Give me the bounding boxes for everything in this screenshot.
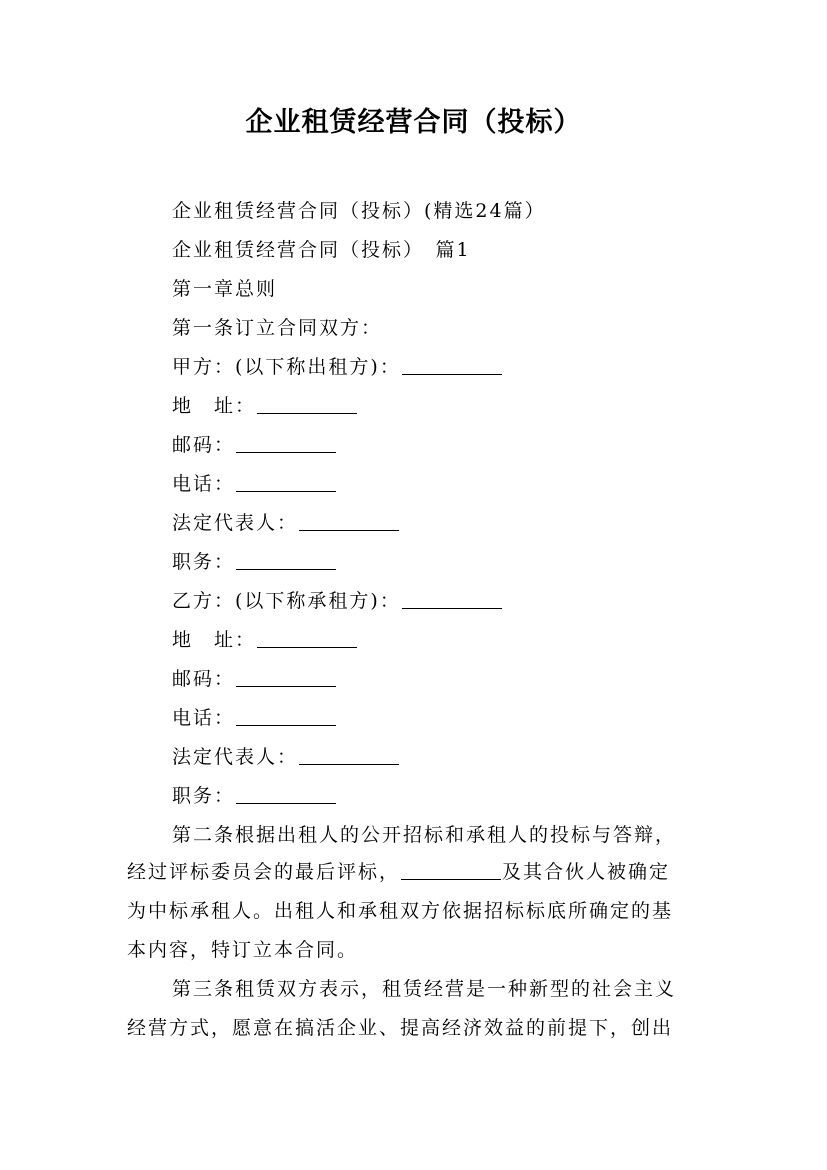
article-2-line-3: 为中标承租人。出租人和承租双方依据招标标底所确定的基: [127, 900, 674, 922]
party-b-postcode-blank: [236, 668, 336, 687]
party-a-rep-blank: [299, 512, 399, 531]
party-b-phone-label: 电话：: [172, 707, 236, 729]
document-title: 企业租赁经营合同（投标）: [245, 107, 582, 138]
party-b-rep-line: [172, 744, 399, 770]
party-a-position-line: [172, 549, 336, 575]
party-a-address-blank: [257, 395, 357, 414]
party-b-heading-line: [172, 588, 502, 614]
party-a-rep-label: 法定代表人：: [172, 512, 299, 534]
party-a-postcode-line: [172, 432, 336, 458]
party-a-postcode-label: 邮码：: [172, 434, 236, 456]
party-b-postcode-line: [172, 666, 336, 692]
party-a-address-label: 地 址：: [172, 395, 257, 417]
chapter-title: 第一章总则: [172, 278, 278, 300]
article-2-line-4: 本内容，特订立本合同。: [127, 939, 359, 961]
article-1: 第一条订立合同双方：: [172, 317, 383, 339]
article-2-line-2-before: 经过评标委员会的最后评标，: [127, 861, 401, 883]
article-2-line-2: [127, 859, 717, 885]
party-b-postcode-label: 邮码：: [172, 668, 236, 690]
party-a-postcode-blank: [236, 434, 336, 453]
party-b-heading: 乙方：(以下称承租方)：: [172, 590, 401, 612]
party-b-rep-label: 法定代表人：: [172, 746, 299, 768]
party-a-rep-line: [172, 510, 399, 536]
section-heading: 企业租赁经营合同（投标） 篇1: [172, 239, 471, 261]
party-a-name-blank: [402, 356, 502, 375]
party-a-phone-label: 电话：: [172, 473, 236, 495]
party-b-address-line: [172, 627, 357, 653]
party-a-phone-line: [172, 471, 336, 497]
article-2-line-1: 第二条根据出租人的公开招标和承租人的投标与答辩，: [172, 824, 677, 846]
party-a-position-blank: [236, 551, 336, 570]
party-a-position-label: 职务：: [172, 551, 236, 573]
document-subtitle: 企业租赁经营合同（投标）(精选24篇）: [172, 200, 546, 222]
party-b-position-label: 职务：: [172, 785, 236, 807]
winning-bidder-blank: [401, 861, 501, 880]
party-b-name-blank: [402, 590, 502, 609]
party-b-position-blank: [236, 785, 336, 804]
article-3-line-2: 经营方式，愿意在搞活企业、提高经济效益的前提下，创出: [127, 1017, 674, 1039]
article-2-line-2-after: 及其合伙人被确定: [502, 861, 671, 883]
party-a-heading: 甲方：(以下称出租方)：: [172, 356, 401, 378]
party-a-phone-blank: [236, 473, 336, 492]
party-b-address-blank: [257, 629, 357, 648]
party-b-phone-blank: [236, 707, 336, 726]
party-b-phone-line: [172, 705, 336, 731]
party-b-address-label: 地 址：: [172, 629, 257, 651]
party-b-rep-blank: [299, 746, 399, 765]
article-3-line-1: 第三条租赁双方表示，租赁经营是一种新型的社会主义: [172, 978, 677, 1000]
party-a-address-line: [172, 393, 357, 419]
party-a-heading-line: [172, 354, 502, 380]
party-b-position-line: [172, 783, 336, 809]
